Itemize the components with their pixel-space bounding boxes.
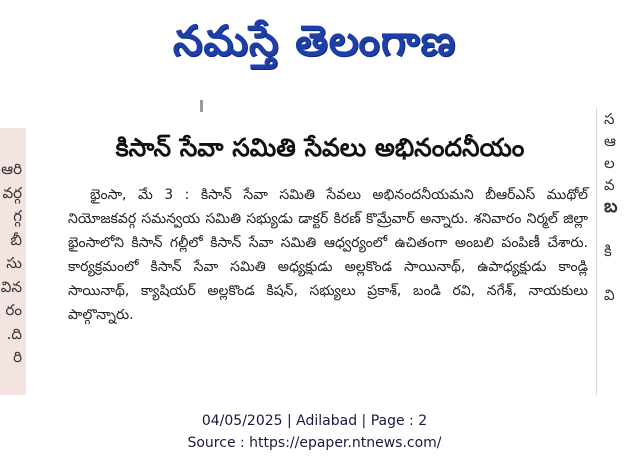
left-fragment: రం [5, 301, 22, 319]
masthead [0, 0, 629, 92]
source-info: Source : https://epaper.ntnews.com/ [187, 435, 442, 451]
right-fragment [604, 262, 629, 284]
article-paragraph: భైంసా, మే 3 : కిసాన్ సేవా సమితి సేవలు అభినందనీయమని బీఆర్ఎస్ ముథోల్ నియోజకవర్గ సమన్వయ సమితి సభ్యుడు డాక్టర్ కిరణ్ కొమ్రేవార్ అన్నారు. శనివారం నిర్మల్ జిల్లా భైంసాలోని కిసాన్ గల్లీలో కిసాన్ సేవా సమితి ఆధ్వర్యంలో ఉచితంగా అంబలి పంపిణీ చేశారు. కార్యక్రమంలో కిసాన్ సేవా సమితి అధ్యక్షుడు అల్లకొండ సాయినాథ్, ఉపాధ్యక్షుడు కాండ్లి సాయినాథ్, క్యాషియర్ అల్లకొండ కిషన్, సభ్యులు ప్రకాశ్, బండి రవి, నగేశ్, నాయకులు పాల్గొన్నారు. [68, 187, 588, 323]
separator-dot [200, 100, 203, 112]
article-headline: కిసాన్ సేవా సమితి సేవలు అభినందనీయం [115, 133, 525, 162]
left-fragment: ఆరి [1, 160, 22, 178]
left-column [0, 158, 22, 370]
right-fragment: కి [604, 242, 612, 260]
right-fragment: బ [604, 196, 618, 217]
column-divider [596, 108, 597, 395]
right-fragment: ల [604, 154, 615, 172]
left-fragment: సు [6, 254, 22, 272]
left-fragment: వర్గ [2, 183, 22, 202]
right-fragment: ఆ [604, 132, 616, 150]
right-column [604, 108, 629, 395]
right-fragment: వి [604, 286, 615, 304]
clipping-footer [0, 395, 629, 475]
left-fragment: ది. [6, 324, 22, 343]
left-fragment: బీ [10, 230, 22, 249]
left-fragment: రి [13, 348, 22, 366]
right-fragment: వ [604, 176, 615, 194]
article-body [68, 183, 588, 327]
left-fragment: గ్గ [13, 207, 22, 225]
right-fragment: స [604, 110, 615, 128]
left-fragment: విన [0, 277, 22, 296]
masthead-logo: నమస్తే తెలంగాణ [172, 16, 457, 65]
right-fragment [604, 218, 629, 240]
edition-info: 04/05/2025 | Adilabad | Page : 2 [201, 413, 428, 429]
